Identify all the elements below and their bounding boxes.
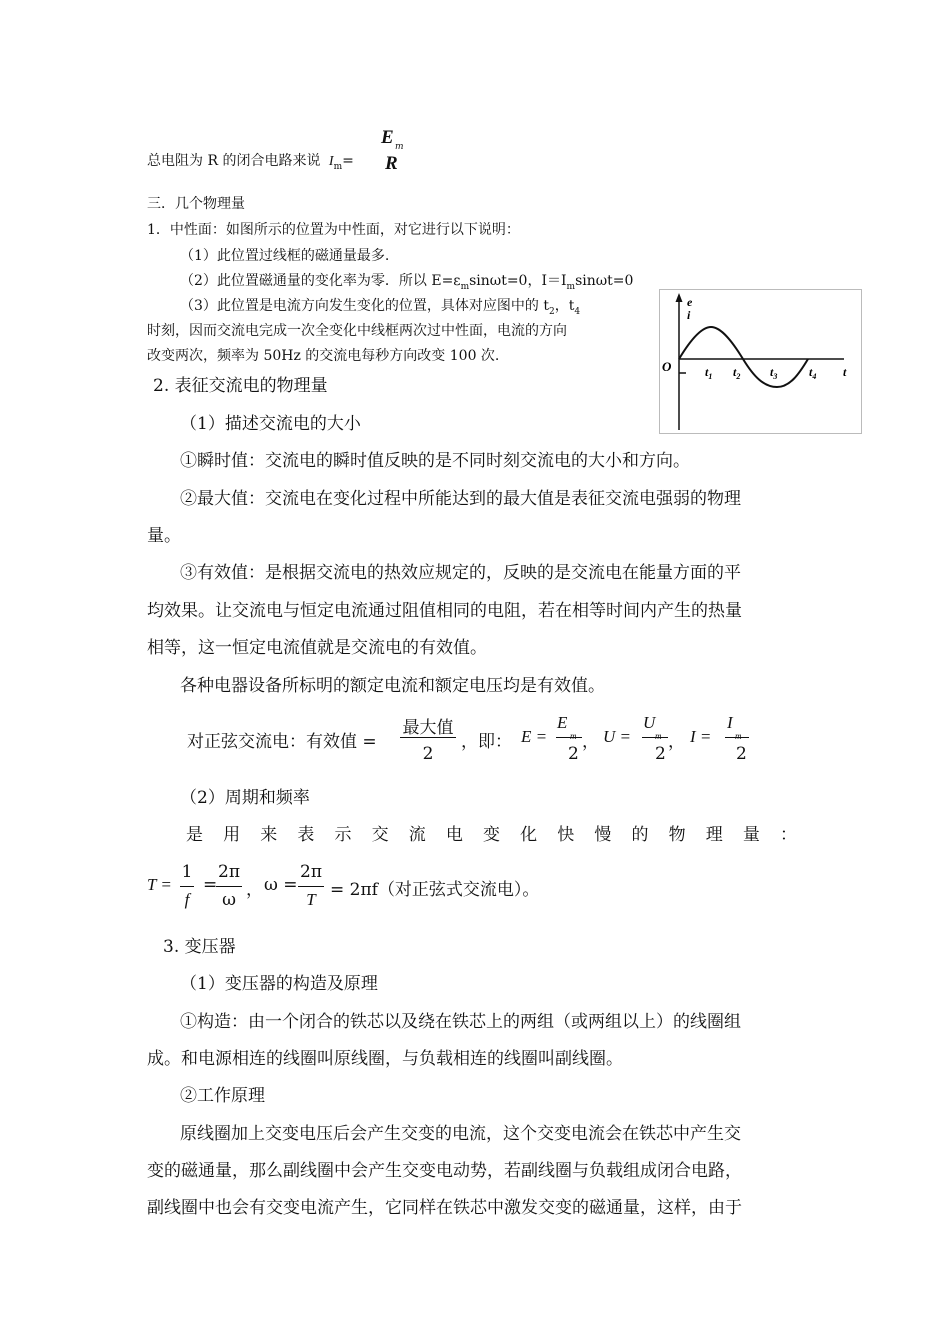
rated-values: 各种电器设备所标明的额定电流和额定电压均是有效值。: [180, 676, 605, 696]
U-den: 2: [655, 744, 666, 764]
work-3: 副线圈中也会有交变电流产生，它同样在铁芯中激发交变的磁通量，这样，由于: [147, 1198, 742, 1218]
item1-p2: [180, 270, 633, 292]
sine-graph: [659, 289, 862, 434]
twopif-expr: = 2πf（对正弦式交流电）。: [330, 880, 540, 900]
intro-text: 总电阻为 R 的闭合电路来说: [147, 153, 321, 169]
item1-p3b: ，t: [554, 298, 575, 314]
frac-max-num: 最大值: [402, 718, 454, 738]
period-desc: [186, 820, 797, 845]
frac-1-den: f: [184, 890, 190, 909]
period-char: 变: [483, 825, 500, 845]
y-axis-arrow: [676, 293, 683, 302]
E-num-sub: m: [570, 731, 577, 741]
eq-2: =: [203, 875, 218, 895]
U-num-sub: m: [655, 731, 662, 741]
period-char: 用: [223, 825, 241, 845]
period-char: 示: [334, 825, 352, 845]
intro-E-sub: m: [395, 142, 404, 152]
item2-sub1: （1）描述交流电的大小: [180, 414, 361, 434]
period-char: 量: [742, 825, 760, 845]
period-char: 慢: [594, 825, 612, 845]
E-den: 2: [568, 744, 579, 764]
work-1: 原线圈加上交变电压后会产生交变的电流，这个交变电流会在铁芯中产生交: [180, 1124, 741, 1144]
period-char: 化: [520, 825, 538, 845]
I-num-sub: m: [735, 731, 742, 741]
E-comma: ，: [582, 732, 599, 752]
eff-value-3: 相等，这一恒定电流值就是交流电的有效值。: [147, 638, 487, 658]
item1-p3-sub4: 4: [574, 307, 581, 317]
T-letter: T: [147, 875, 157, 894]
frac-2piT-den: T: [306, 890, 316, 909]
period-char: 交: [371, 825, 389, 845]
item1-p2b: E=ε: [431, 273, 461, 289]
item1-p2c: sinωt=0，I＝I: [469, 273, 567, 289]
item2-sub2: （2）周期和频率: [180, 788, 310, 808]
period-char: ：: [780, 825, 797, 845]
U-symbol: U =: [603, 727, 632, 746]
period-char: 是: [186, 825, 203, 845]
item1-p3a: （3）此位置是电流方向发生变化的位置，具体对应图中的 t: [180, 298, 549, 314]
U-comma: ，: [668, 732, 685, 752]
item1-p2-sub2: m: [566, 282, 576, 292]
frac-1-num: 1: [181, 862, 193, 882]
period-char: 来: [260, 825, 278, 845]
item1-title: 1．中性面：如图所示的位置为中性面，对它进行以下说明：: [147, 222, 520, 238]
intro-im: I: [328, 154, 334, 169]
item1-p1: （1）此位置过线框的磁通量最多.: [180, 248, 390, 264]
sine-note: （对正弦式交流电）。: [377, 880, 540, 900]
tick-label-t3: $t_3$: [770, 365, 778, 381]
U-letter: U: [603, 727, 616, 746]
item1-p3-line3: 改变两次，频率为 50Hz 的交流电每秒方向改变 100 次.: [147, 348, 500, 364]
sine-prefix: 对正弦交流电：有效值 =: [187, 732, 377, 752]
eff-value-1: ③有效值：是根据交流电的热效应规定的，反映的是交流电在能量方面的平: [180, 563, 741, 583]
I-symbol: I =: [690, 727, 712, 746]
construct-1: ①构造：由一个闭合的铁芯以及绕在铁芯上的两组（或两组以上）的线圈组: [180, 1012, 741, 1032]
frac-max-den: 2: [422, 744, 434, 764]
frac-bar-E: [556, 737, 582, 738]
I-letter: I: [690, 727, 696, 746]
frac-bar-I: [725, 737, 749, 738]
period-char: 的: [631, 825, 649, 845]
period-char: 流: [408, 825, 426, 845]
U-num: U: [643, 713, 656, 732]
omega-letter: ω: [264, 875, 278, 895]
period-char: 表: [297, 825, 315, 845]
item1-p3: [180, 295, 580, 317]
item1-p2a: （2）此位置磁通量的变化率为零．所以: [180, 273, 427, 289]
construct-2: 成。和电源相连的线圈叫原线圈，与负载相连的线圈叫副线圈。: [147, 1049, 623, 1069]
ji-text: ，即：: [461, 732, 512, 752]
intro-eq: =: [342, 153, 354, 169]
max-value-1: ②最大值：交流电在变化过程中所能达到的最大值是表征交流电强弱的物理: [180, 489, 741, 509]
frac-bar-1f: [180, 886, 194, 887]
frac-2pi-num: 2π: [218, 862, 240, 882]
section3-title: 三．几个物理量: [147, 196, 245, 212]
frac-bar-max: [400, 737, 456, 738]
omega-eq: ω =: [264, 875, 298, 895]
period-char: 电: [445, 825, 463, 845]
item1-p2d: sinωt=0: [575, 273, 634, 289]
intro-R: R: [385, 153, 398, 174]
E-symbol: E =: [521, 727, 548, 746]
item1-p2-sub1: m: [460, 282, 470, 292]
frac-bar-U: [642, 737, 668, 738]
item3-title: 3. 变压器: [163, 937, 236, 957]
tick-label-t1: $t_1$: [705, 365, 713, 381]
eff-value-2: 均效果。让交流电与恒定电流通过阻值相同的电阻，若在相等时间内产生的热量: [147, 601, 742, 621]
frac-bar-2piT: [298, 886, 324, 887]
comma-2: ，: [246, 880, 263, 900]
I-num: I: [727, 713, 733, 732]
item1-p3-line2: 时刻，因而交流电完成一次全变化中线框两次过中性面，电流的方向: [147, 323, 567, 339]
tick-label-t4: $t_4$: [809, 365, 817, 381]
twopif: 2πf: [349, 880, 378, 900]
sine-curve: [679, 327, 808, 387]
item3-sub1: （1）变压器的构造及原理: [180, 974, 378, 994]
item2-title: 2. 表征交流电的物理量: [153, 376, 328, 396]
work-title: ②工作原理: [180, 1086, 265, 1106]
frac-2piT-num: 2π: [300, 862, 322, 882]
intro-im-sub: m: [333, 162, 343, 172]
instant-value: ①瞬时值：交流电的瞬时值反映的是不同时刻交流电的大小和方向。: [180, 451, 690, 471]
item1-p3-sub2: 2: [548, 307, 555, 317]
frac-2pi-den: ω: [222, 890, 236, 910]
period-char: 快: [557, 825, 575, 845]
frac-bar-2pi: [216, 886, 242, 887]
origin-label: O: [662, 359, 672, 374]
period-char: 理: [705, 825, 723, 845]
y-label-i: i: [687, 308, 691, 322]
E-letter: E: [521, 727, 532, 746]
max-value-2: 量。: [147, 526, 181, 546]
intro-E: E: [381, 127, 394, 148]
T-symbol: T =: [147, 875, 172, 894]
tick-label-t2: $t_2$: [733, 365, 741, 381]
y-label-e: e: [687, 295, 693, 309]
x-axis-label: t: [843, 365, 847, 379]
work-2: 变的磁通量，那么副线圈中会产生交变电动势，若副线圈与负载组成闭合电路，: [147, 1161, 742, 1181]
period-char: 物: [668, 825, 686, 845]
intro-line: [147, 150, 354, 172]
E-num: E: [557, 713, 568, 732]
I-den: 2: [736, 744, 747, 764]
